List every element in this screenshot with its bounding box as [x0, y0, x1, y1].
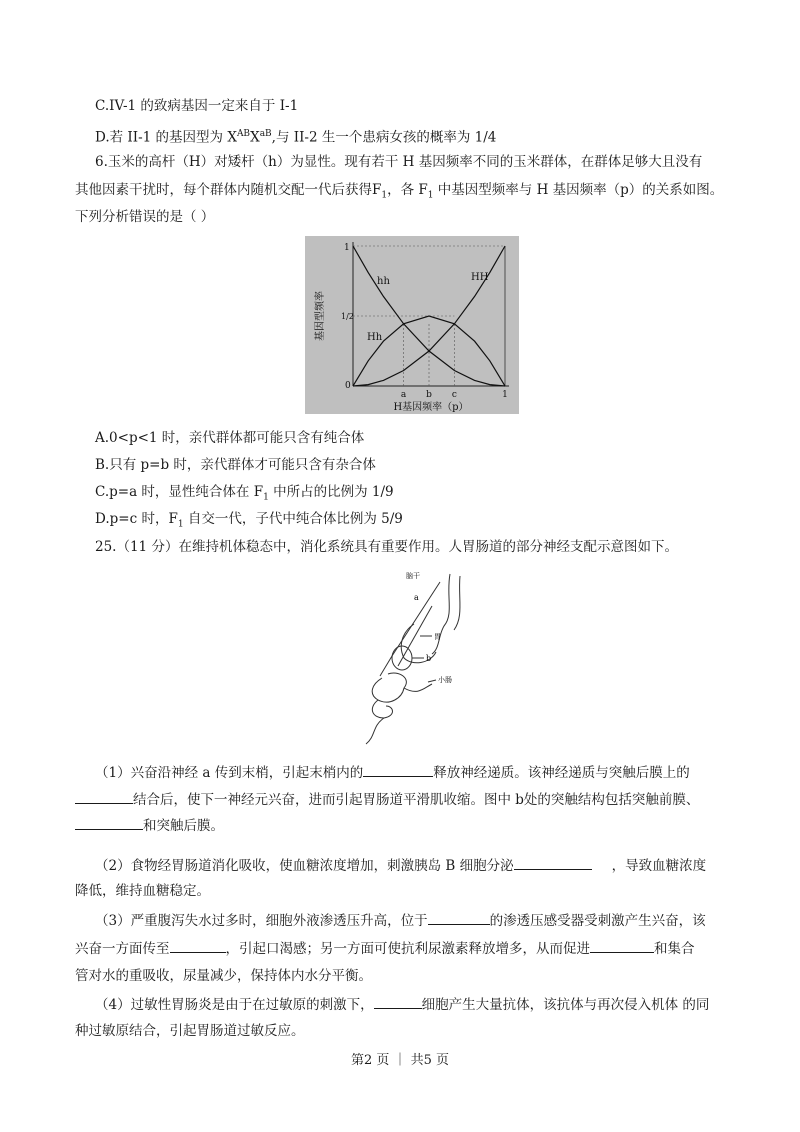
answer-blank[interactable] [374, 994, 422, 1009]
q25-p3-line3: 管对水的重吸收，尿量减少，保持体内水分平衡。 [75, 968, 372, 984]
genotype-frequency-chart [305, 236, 519, 414]
intestine-loop-1 [372, 673, 406, 702]
gut-nerve-diagram [332, 566, 476, 754]
label-a: a [414, 593, 419, 602]
label-intestine-pointer [428, 680, 436, 682]
y-tick-1: 1 [344, 243, 350, 253]
esophagus-outline-2 [454, 576, 460, 630]
answer-blank[interactable] [514, 855, 592, 870]
x-tick-a: a [400, 390, 407, 400]
intestine-line [404, 684, 432, 691]
chart-svg [305, 236, 519, 414]
q5-option-d: D.若 II-1 的基因型为 $X^{AB}X^{aB}$,与 II-2 生一个患病女孩的概率为 1/4 [95, 129, 497, 146]
intestine-loop-2 [372, 700, 392, 718]
answer-blank[interactable] [428, 910, 490, 925]
series-label-hh: hh [377, 276, 390, 287]
q25-stem: 25.（11 分）在维持机体稳态中，消化系统具有重要作用。人胃肠道的部分神经支配示意图如下。 [95, 539, 678, 555]
q25-p1-line1: （1）兴奋沿神经 a 传到末梢，引起末梢内的 释放神经递质。该神经递质与突触后膜上的 [95, 762, 690, 783]
x-tick-0: 0 [345, 381, 351, 391]
q25-p4-line1: （4）过敏性胃肠炎是由于在过敏原的刺激下， 细胞产生大量抗体，该抗体与再次侵入机体 的同 [95, 994, 709, 1015]
answer-blank[interactable] [75, 789, 133, 804]
series-label-Hh: Hh [367, 332, 383, 343]
answer-blank[interactable] [170, 938, 226, 953]
y-axis-label: 基因型频率 [315, 291, 326, 341]
q25-p1-line2: 结合后，使下一神经元兴奋，进而引起胃肠道平滑肌收缩。图中 b处的突触结构包括突触前膜、 [75, 789, 699, 810]
diagram-svg [332, 566, 476, 754]
answer-blank[interactable] [75, 815, 143, 830]
q25-p3-line1: （3）严重腹泻失水过多时，细胞外液渗透压升高，位于 的渗透压感受器受刺激产生兴奋，该 [95, 910, 706, 931]
q6-stem-line1: 6.玉米的高杆（H）对矮杆（h）为显性。现有若干 H 基因频率不同的玉米群体，在群体足够大且没有 [95, 154, 703, 170]
x-axis-label: H基因频率（p） [393, 402, 469, 413]
page-footer: 第2 页 ｜ 共5 页 [350, 1053, 450, 1068]
q25-p2-line1: （2）食物经胃肠道消化吸收，使血糖浓度增加，刺激胰岛 B 细胞分泌 ，导致血糖浓度 [95, 855, 706, 876]
q6-stem-line2: 其他因素干扰时，每个群体内随机交配一代后获得$F_1$，各 $F_1$ 中基因型频率与 H 基因频率（p）的关系如图。 [75, 182, 724, 201]
y-tick-half: 1/2 [341, 312, 354, 321]
label-brainstem: 脑干 [406, 572, 420, 580]
q25-p1-line3: 和突触后膜。 [75, 815, 224, 836]
q25-p3-line2: 兴奋一方面传至 ，引起口渴感；另一方面可使抗利尿激素释放增多，从而促进 和集合 [75, 938, 695, 959]
q6-option-c: C.p=a 时，显性纯合体在 $F_1$ 中所占的比例为 1/9 [95, 484, 394, 503]
q25-p2-line2: 降低，维持血糖稳定。 [75, 883, 210, 899]
label-b: b [426, 654, 432, 663]
q6-option-d: D.p=c 时，$F_1$ 自交一代，子代中纯合体比例为 5/9 [95, 511, 403, 530]
label-intestine: 小肠 [438, 676, 452, 684]
x-tick-c: c [451, 390, 457, 400]
x-tick-1: 1 [502, 390, 508, 400]
series-label-HH: HH [471, 272, 489, 283]
label-stomach: 胃 [434, 633, 441, 641]
intestine-loop-3 [366, 718, 384, 744]
q6-option-a: A.0<p<1 时，亲代群体都可能只含有纯合体 [95, 430, 365, 446]
q6-stem-line3: 下列分析错误的是（ ） [75, 209, 215, 225]
q25-p4-line2: 种过敏原结合，引起胃肠道过敏反应。 [75, 1023, 305, 1039]
x-tick-b: b [426, 390, 432, 400]
answer-blank[interactable] [363, 762, 433, 777]
q5-option-c: C.IV-1 的致病基因一定来自于 I-1 [95, 98, 299, 114]
q6-option-b: B.只有 p=b 时，亲代群体才可能只含有杂合体 [95, 457, 376, 473]
answer-blank[interactable] [590, 938, 654, 953]
esophagus-outline [432, 574, 450, 654]
